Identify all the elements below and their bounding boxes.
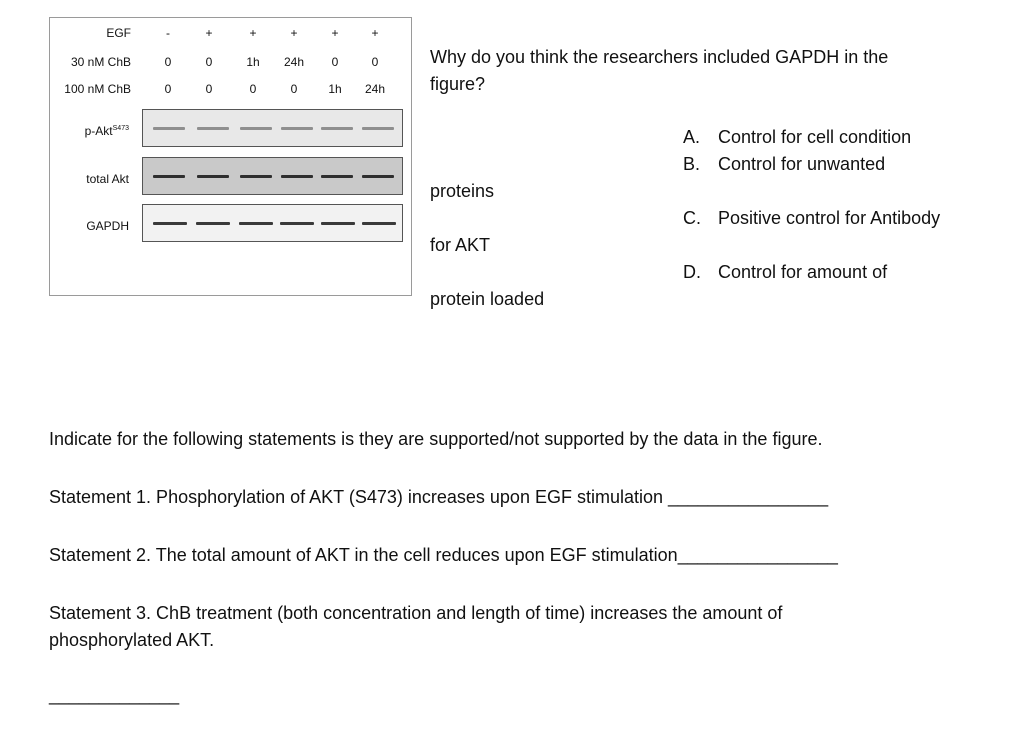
- statement-2: [49, 545, 838, 566]
- band: [197, 175, 229, 178]
- band: [362, 222, 396, 225]
- blot-label-gapdh: GAPDH: [86, 219, 129, 233]
- condition-row-100nm-chb: [50, 79, 413, 99]
- answer-blank[interactable]: ________________: [668, 487, 829, 507]
- answer-blank[interactable]: ________________: [677, 545, 838, 565]
- statement-text: Statement 2. The total amount of AKT in the cell reduces upon EGF stimulation: [49, 545, 678, 565]
- statement-3-line-2: phosphorylated AKT.: [49, 630, 215, 650]
- band: [281, 175, 313, 178]
- condition-value: 0: [164, 55, 172, 69]
- condition-value: +: [371, 26, 379, 40]
- condition-value: 0: [164, 82, 172, 96]
- condition-value: -: [166, 26, 170, 40]
- blot-label-p-akt: [85, 124, 129, 138]
- band: [153, 127, 185, 130]
- condition-label: 30 nM ChB: [70, 55, 131, 69]
- band: [196, 222, 230, 225]
- answer-blank[interactable]: _____________: [49, 685, 180, 705]
- question-fragment-for-akt: for AKT: [430, 235, 491, 255]
- band: [281, 127, 313, 130]
- blot-total-akt: [142, 157, 403, 195]
- question-line-1: Why do you think the researchers included GAPDH in the: [430, 47, 889, 67]
- band: [280, 222, 314, 225]
- condition-value: +: [290, 26, 298, 40]
- condition-value: 0: [249, 82, 257, 96]
- statement-text: Statement 1. Phosphorylation of AKT (S473) increases upon EGF stimulation: [49, 487, 663, 507]
- band: [239, 222, 273, 225]
- condition-value: +: [331, 26, 339, 40]
- band: [197, 127, 229, 130]
- question-fragment-protein-loaded: protein loaded: [430, 289, 545, 309]
- condition-value: +: [249, 26, 257, 40]
- option-text: Control for unwanted: [718, 154, 886, 174]
- condition-value: +: [205, 26, 213, 40]
- question-line-2: figure?: [430, 74, 486, 94]
- band: [240, 175, 272, 178]
- condition-value: 0: [331, 55, 339, 69]
- band: [153, 175, 185, 178]
- option-text: Control for cell condition: [718, 127, 912, 147]
- option-letter: A.: [683, 127, 701, 147]
- blot-p-akt: [142, 109, 403, 147]
- instructions-text: Indicate for the following statements is they are supported/not supported by the data in the figure.: [49, 429, 823, 449]
- option-letter: B.: [683, 154, 701, 174]
- statement-1: [49, 487, 828, 508]
- blot-label-superscript: S473: [112, 125, 129, 132]
- question-fragment-proteins: proteins: [430, 181, 495, 201]
- condition-label: EGF: [106, 26, 131, 40]
- blot-label-text: p-Akt: [84, 124, 113, 138]
- condition-value: 24h: [283, 55, 305, 69]
- condition-value: 0: [290, 82, 298, 96]
- condition-value: 0: [205, 82, 213, 96]
- band: [153, 222, 187, 225]
- option-text: Control for amount of: [718, 262, 888, 282]
- condition-row-30nm-chb: [50, 52, 413, 72]
- option-text: Positive control for Antibody: [718, 208, 941, 228]
- condition-row-egf: [50, 23, 413, 43]
- condition-value: 1h: [246, 55, 260, 69]
- statement-3-line-1: Statement 3. ChB treatment (both concentration and length of time) increases the amount of: [49, 603, 783, 623]
- band: [321, 127, 353, 130]
- blot-label-total-akt: total Akt: [86, 172, 129, 186]
- band: [362, 127, 394, 130]
- western-blot-figure: [49, 17, 412, 296]
- condition-value: 24h: [364, 82, 386, 96]
- condition-label: 100 nM ChB: [64, 82, 131, 96]
- condition-value: 0: [371, 55, 379, 69]
- band: [362, 175, 394, 178]
- condition-value: 0: [205, 55, 213, 69]
- band: [321, 222, 355, 225]
- option-letter: C.: [683, 208, 701, 228]
- band: [240, 127, 272, 130]
- option-letter: D.: [683, 262, 701, 282]
- blot-gapdh: [142, 204, 403, 242]
- band: [321, 175, 353, 178]
- condition-value: 1h: [328, 82, 342, 96]
